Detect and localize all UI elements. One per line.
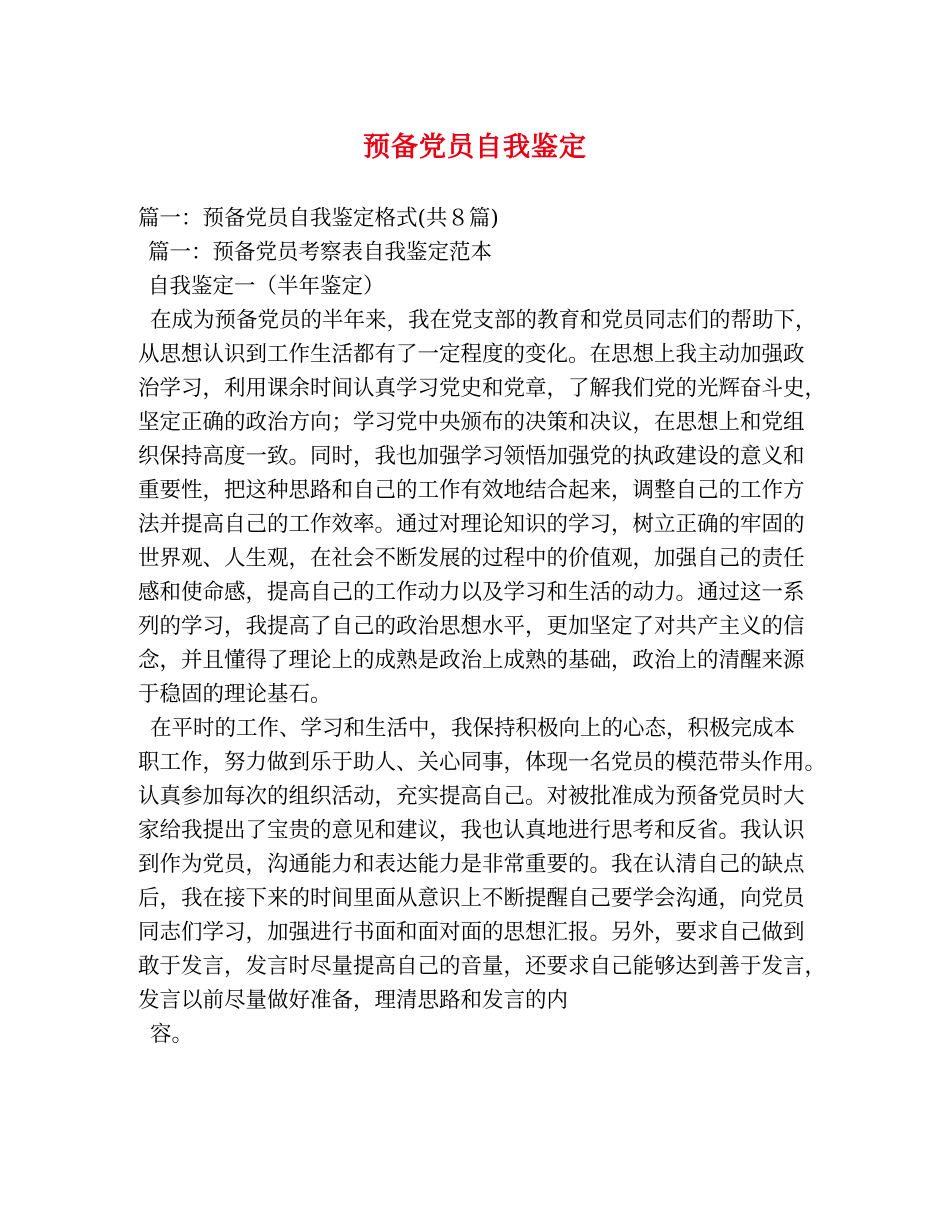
paragraph-line: 发言以前尽量做好准备，理清思路和发言的内 bbox=[138, 988, 569, 1013]
paragraph-line: 重要性，把这种思路和自己的工作有效地结合起来，调整自己的工作方 bbox=[138, 478, 805, 503]
paragraph-line: 后，我在接下来的时间里面从意识上不断提醒自己要学会沟通，向党员 bbox=[138, 886, 805, 911]
paragraph-line: 职工作，努力做到乐于助人、关心同事，体现一名党员的模范带头作用。 bbox=[138, 750, 827, 775]
paragraph-line: 家给我提出了宝贵的意见和建议，我也认真地进行思考和反省。我认识 bbox=[138, 818, 805, 843]
document-body bbox=[138, 202, 827, 1052]
document-title: 预备党员自我鉴定 bbox=[363, 132, 587, 163]
paragraph-line: 感和使命感，提高自己的工作动力以及学习和生活的动力。通过这一系 bbox=[138, 580, 805, 605]
paragraph-line: 世界观、人生观，在社会不断发展的过程中的价值观，加强自己的责任 bbox=[138, 546, 805, 571]
paragraph-line: 到作为党员，沟通能力和表达能力是非常重要的。我在认清自己的缺点 bbox=[138, 852, 805, 877]
paragraph-line: 在平时的工作、学习和生活中，我保持积极向上的心态，积极完成本 bbox=[150, 716, 796, 741]
section-line: 自我鉴定一（半年鉴定） bbox=[148, 274, 385, 299]
paragraph-line: 于稳固的理论基石。 bbox=[138, 682, 332, 707]
paragraph-line: 法并提高自己的工作效率。通过对理论知识的学习，树立正确的牢固的 bbox=[138, 512, 805, 537]
paragraph-line: 坚定正确的政治方向；学习党中央颁布的决策和决议，在思想上和党组 bbox=[138, 410, 805, 435]
paragraph-line: 同志们学习，加强进行书面和面对面的思想汇报。另外，要求自己做到 bbox=[138, 920, 805, 945]
paragraph-line: 从思想认识到工作生活都有了一定程度的变化。在思想上我主动加强政 bbox=[138, 342, 805, 367]
paragraph-line: 容。 bbox=[150, 1022, 194, 1047]
heading-line: 篇一：预备党员自我鉴定格式(共８篇) bbox=[138, 206, 499, 231]
paragraph-line: 治学习，利用课余时间认真学习党史和党章，了解我们党的光辉奋斗史， bbox=[138, 376, 827, 401]
paragraph-line: 念，并且懂得了理论上的成熟是政治上成熟的基础，政治上的清醒来源 bbox=[138, 648, 805, 673]
paragraph-line: 织保持高度一致。同时，我也加强学习领悟加强党的执政建设的意义和 bbox=[138, 444, 805, 469]
paragraph-line: 列的学习，我提高了自己的政治思想水平，更加坚定了对共产主义的信 bbox=[138, 614, 805, 639]
paragraph-line: 认真参加每次的组织活动，充实提高自己。对被批准成为预备党员时大 bbox=[138, 784, 805, 809]
paragraph-line: 在成为预备党员的半年来，我在党支部的教育和党员同志们的帮助下， bbox=[150, 308, 817, 333]
subheading-line: 篇一：预备党员考察表自我鉴定范本 bbox=[148, 240, 493, 265]
paragraph-line: 敢于发言，发言时尽量提高自己的音量，还要求自己能够达到善于发言， bbox=[138, 954, 827, 979]
